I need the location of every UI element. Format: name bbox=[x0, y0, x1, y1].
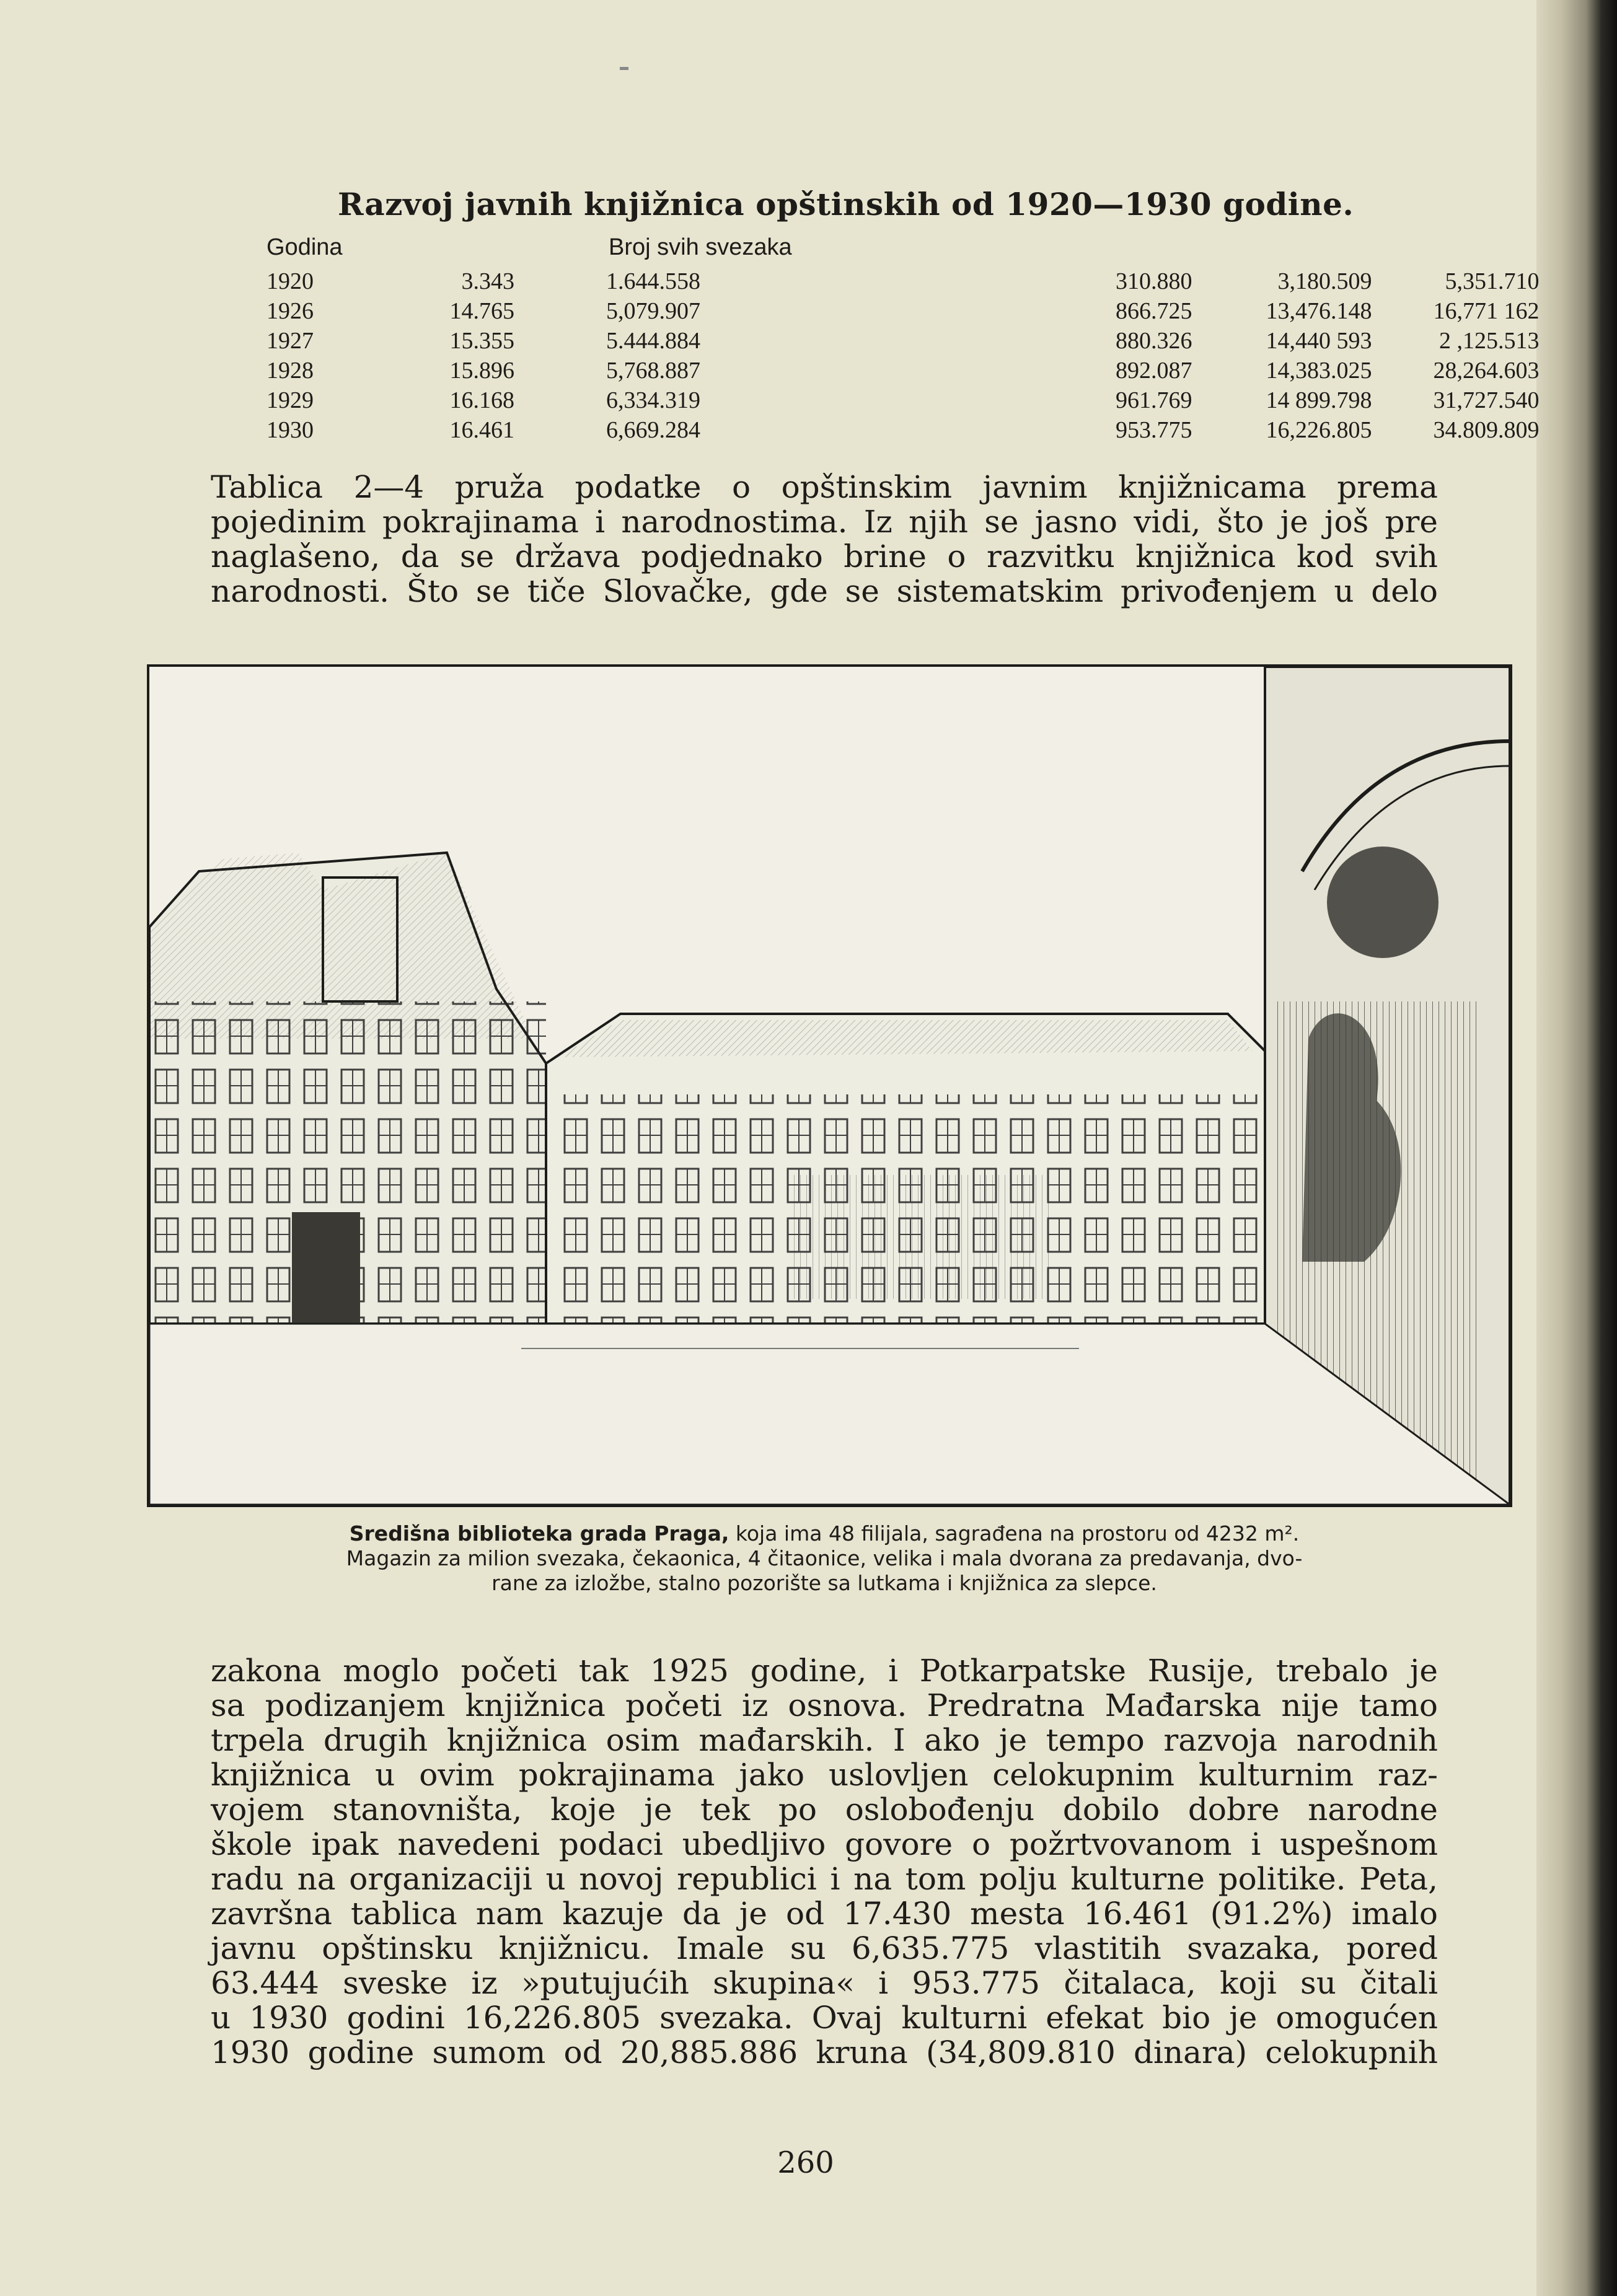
table-cell: 34.809.809 bbox=[1433, 417, 1540, 443]
table-row bbox=[267, 385, 1540, 415]
table-cell: 15.896 bbox=[449, 358, 514, 384]
table-cell: 14.765 bbox=[449, 298, 514, 324]
body-paragraph-line: 1930 godine sumom od 20,885.886 kruna (34,809.810 dinara) celokupnih bbox=[211, 2034, 1438, 2070]
body-paragraph-line: škole ipak navedeni podaci ubedljivo govore o požrtvovanom i uspešnom bbox=[211, 1826, 1438, 1862]
table-cell: 5,351.710 bbox=[1445, 268, 1540, 294]
paragraph-intro bbox=[211, 470, 1438, 609]
intro-paragraph-line: Tablica 2—4 pruža podatke o opštinskim javnim knjižnicama prema bbox=[211, 469, 1438, 505]
illustration-caption bbox=[211, 1521, 1438, 1596]
table-cell: 16,226.805 bbox=[1266, 417, 1372, 443]
table-cell: 1927 bbox=[267, 328, 314, 354]
table-cell: 28,264.603 bbox=[1433, 358, 1540, 384]
central-library-building bbox=[546, 1014, 1265, 1324]
table-cell: 1929 bbox=[267, 387, 314, 413]
table-cell: 953.775 bbox=[1116, 417, 1192, 443]
table-gap bbox=[700, 385, 1116, 415]
table-cell: 866.725 bbox=[1116, 298, 1192, 324]
body-paragraph-line: u 1930 godini 16,226.805 svezaka. Ovaj kulturni efekat bio je omogućen bbox=[211, 2000, 1438, 2036]
table-cell: 310.880 bbox=[1116, 268, 1192, 294]
table-cell: 1928 bbox=[267, 358, 314, 384]
caption-line3: rane za izložbe, stalno pozorište sa lutkama i knjižnica za slepce. bbox=[491, 1571, 1157, 1595]
table-cell: 5,768.887 bbox=[606, 358, 700, 384]
table-row bbox=[267, 266, 1540, 296]
table-cell: 16,771 162 bbox=[1433, 298, 1540, 324]
table-row bbox=[267, 356, 1540, 385]
table-row bbox=[267, 326, 1540, 356]
table-gap bbox=[700, 356, 1116, 385]
ink-mark bbox=[620, 67, 628, 70]
table-gap bbox=[700, 296, 1116, 326]
paragraph-body bbox=[211, 1653, 1438, 2070]
table-cell: 15.355 bbox=[449, 328, 514, 354]
column-header-year: Godina bbox=[267, 234, 343, 260]
table-cell: 892.087 bbox=[1116, 358, 1192, 384]
table-cell: 14,383.025 bbox=[1266, 358, 1372, 384]
body-paragraph-line: knjižnica u ovim pokrajinama jako uslovljen celokupnim kulturnim raz- bbox=[211, 1757, 1438, 1793]
table-cell: 2 ,125.513 bbox=[1439, 328, 1540, 354]
table-row bbox=[267, 415, 1540, 445]
table-cell: 13,476.148 bbox=[1266, 298, 1372, 324]
caption-title: Središna biblioteka grada Praga, bbox=[349, 1521, 729, 1546]
table-cell: 1926 bbox=[267, 298, 314, 324]
caption-line2: Magazin za milion svezaka, čekaonica, 4 čitaonice, velika i mala dvorana za predavanja, dvo- bbox=[346, 1546, 1303, 1570]
table-gap bbox=[700, 266, 1116, 296]
table-cell: 1930 bbox=[267, 417, 314, 443]
page-number: 260 bbox=[777, 2145, 834, 2180]
table-cell: 14,440 593 bbox=[1266, 328, 1372, 354]
table-cell: 880.326 bbox=[1116, 328, 1192, 354]
table-title: Razvoj javnih knjižnica opštinskih od 1920—1930 godine. bbox=[338, 186, 1354, 222]
body-paragraph-line: vojem stanovništa, koje je tek po oslobođenju dobilo dobre narodne bbox=[211, 1792, 1438, 1828]
table-row bbox=[267, 296, 1540, 326]
table-cell: 961.769 bbox=[1116, 387, 1192, 413]
intro-paragraph-line: narodnosti. Što se tiče Slovačke, gde se sistematskim privođenjem u delo bbox=[211, 573, 1438, 609]
body-paragraph-line: sa podizanjem knjižnica početi iz osnova. Predratna Mađarska nije tamo bbox=[211, 1687, 1438, 1723]
body-paragraph-line: završna tablica nam kazuje da je od 17.430 mesta 16.461 (91.2%) imalo bbox=[211, 1896, 1438, 1932]
table-cell: 31,727.540 bbox=[1433, 387, 1540, 413]
body-paragraph-line: zakona moglo početi tak 1925 godine, i Potkarpatske Rusije, trebalo je bbox=[211, 1653, 1438, 1689]
body-paragraph-line: 63.444 sveske iz »putujućih skupina« i 953.775 čitalaca, koji su čitali bbox=[211, 1965, 1438, 2001]
body-paragraph-line: javnu opštinsku knjižnicu. Imale su 6,635.775 vlastitih svazaka, pored bbox=[211, 1930, 1438, 1966]
table-gap bbox=[700, 415, 1116, 445]
table-cell: 3,180.509 bbox=[1277, 268, 1372, 294]
table-cell: 5,079.907 bbox=[606, 298, 700, 324]
statistics-table bbox=[267, 266, 1540, 445]
book-spine bbox=[1536, 0, 1617, 2296]
table-cell: 6,669.284 bbox=[606, 417, 700, 443]
caption-line1: koja ima 48 filijala, sagrađena na prostoru od 4232 m². bbox=[729, 1521, 1300, 1546]
table-cell: 1920 bbox=[267, 268, 314, 294]
table-cell: 16.461 bbox=[449, 417, 514, 443]
intro-paragraph-line: naglašeno, da se država podjednako brine o razvitku knjižnica kod svih bbox=[211, 539, 1438, 574]
intro-paragraph-line: pojedinim pokrajinama i narodnostima. Iz njih se jasno vidi, što je još pre bbox=[211, 504, 1438, 540]
table-gap bbox=[700, 326, 1116, 356]
table-cell: 5.444.884 bbox=[606, 328, 700, 354]
body-paragraph-line: radu na organizaciji u novoj republici i na tom polju kulturne politike. Peta, bbox=[211, 1861, 1438, 1897]
table-cell: 6,334.319 bbox=[606, 387, 700, 413]
table-cell: 1.644.558 bbox=[606, 268, 700, 294]
table-cell: 14 899.798 bbox=[1266, 387, 1372, 413]
body-paragraph-line: trpela drugih knjižnica osim mađarskih. I ako je tempo razvoja narodnih bbox=[211, 1722, 1438, 1758]
library-illustration bbox=[147, 664, 1512, 1507]
column-header-volumes: Broj svih svezaka bbox=[609, 234, 792, 260]
table-cell: 16.168 bbox=[449, 387, 514, 413]
table-cell: 3.343 bbox=[461, 268, 514, 294]
